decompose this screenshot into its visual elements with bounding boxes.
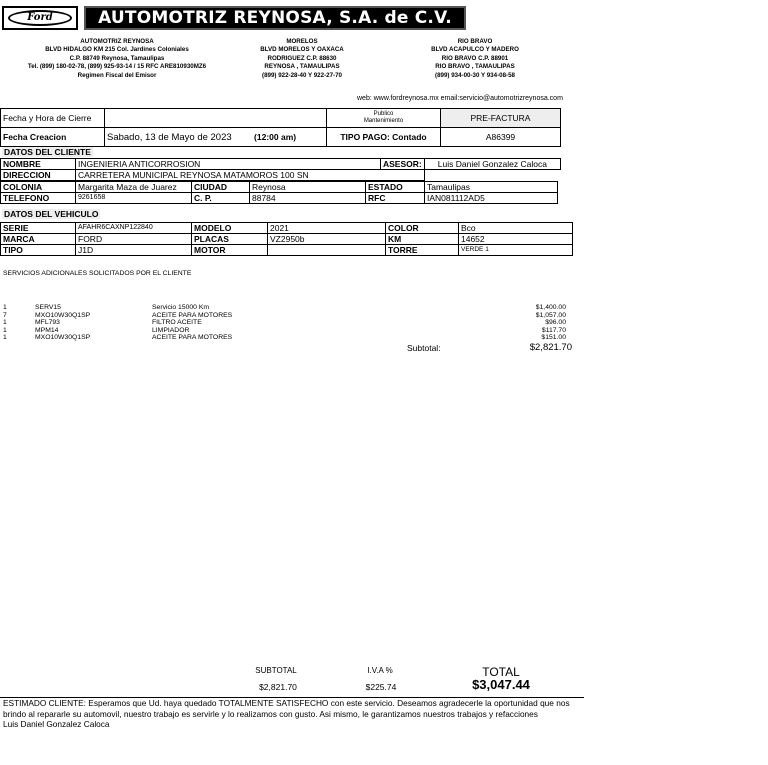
advisor-label: ASESOR: [381, 159, 425, 170]
vehicle-table [0, 222, 573, 256]
order-info-table [0, 108, 561, 147]
branch-line: Tel. (899) 180-02-78, (899) 925-93-14 / 15 RFC ARE810930MZ6 [27, 63, 207, 71]
service-amount: $96.00 [545, 319, 566, 326]
service-code: MXO10W30Q1SP [35, 334, 91, 341]
web-email-line: web: www.fordreynosa.mx email:servicio@automotrizreynosa.com [357, 95, 563, 102]
iva-value: $225.74 [365, 682, 397, 692]
payment-type: TIPO PAGO: Contado [327, 128, 441, 147]
service-amount: $151.00 [541, 334, 566, 341]
client-address: CARRETERA MUNICIPAL REYNOSA MATAMOROS 100 SN [76, 170, 425, 181]
folio-number: A86399 [441, 128, 561, 147]
client-table-a [0, 158, 561, 181]
service-description: ACEITE PARA MOTORES [152, 334, 233, 341]
ford-logo-text: Ford [8, 10, 72, 26]
service-code: MFL793 [35, 319, 60, 326]
city-label: CIUDAD [192, 182, 250, 193]
model-label: MODELO [192, 223, 268, 234]
zip-label: C. P. [192, 193, 250, 204]
service-code: MXO10W30Q1SP [35, 311, 91, 319]
service-description: ACEITE PARA MOTORES [152, 311, 233, 319]
services-subtotal: $2,821.70 [529, 342, 572, 353]
vehicle-km: 14652 [459, 234, 573, 245]
client-name: INGENIERIA ANTICORROSION [76, 159, 381, 170]
vehicle-section-label: DATOS DEL VEHICULO [4, 209, 99, 219]
client-state: Tamaulipas [425, 182, 558, 193]
category-line: Mantenimiento [363, 118, 404, 124]
created-date-value: Sabado, 13 de Mayo de 2023 [107, 131, 232, 143]
client-city: Reynosa [250, 182, 366, 193]
ford-logo [2, 6, 78, 30]
branch-line: BLVD MORELOS Y OAXACA [260, 46, 344, 54]
vehicle-engine [268, 245, 386, 256]
amount-column [480, 304, 566, 342]
advisor-signature: Luis Daniel Gonzalez Caloca [3, 719, 110, 729]
engine-label: MOTOR [192, 245, 268, 256]
subtotal-label: SUBTOTAL [255, 666, 297, 675]
service-amount: $117.70 [541, 326, 566, 334]
client-phone: 9261658 [76, 193, 192, 204]
branch-line: (899) 922-28-40 Y 922-27-70 [262, 71, 342, 79]
service-amount: $1,400.00 [535, 304, 566, 311]
iva-label: I.V.A % [367, 666, 393, 675]
type-label: TIPO [1, 245, 76, 256]
vehicle-plates: VZ2950b [268, 234, 386, 245]
service-code: MPM14 [35, 326, 59, 334]
branch-line: BLVD ACAPULCO Y MADERO [431, 46, 519, 54]
advisor-name: Luis Daniel Gonzalez Caloca [424, 159, 560, 170]
branch-line: AUTOMOTRIZ REYNOSA [80, 38, 154, 45]
vehicle-model: 2021 [268, 223, 386, 234]
client-section-label: DATOS DEL CLIENTE [4, 147, 91, 157]
subtotal-value: $2,821.70 [259, 682, 297, 692]
branch-rio-bravo [416, 38, 534, 80]
created-time: (12:00 am) [254, 131, 297, 142]
branch-line: REYNOSA , TAMAULIPAS [264, 63, 340, 71]
customer-category [327, 109, 441, 128]
address-label: DIRECCION [1, 170, 76, 181]
state-label: ESTADO [366, 182, 425, 193]
vehicle-serial: AFAHR6CAXNP122840 [76, 223, 192, 234]
branch-line: (899) 934-00-30 Y 934-08-58 [435, 71, 515, 79]
close-date-value [105, 109, 327, 128]
client-rfc: IAN081112AD5 [425, 193, 558, 204]
services-title: SERVICIOS ADICIONALES SOLICITADOS POR EL CLIENTE [3, 270, 192, 277]
service-qty: 7 [3, 311, 7, 319]
service-qty: 1 [3, 326, 7, 334]
vehicle-type: J1D [76, 245, 192, 256]
branch-line: RODRIGUEZ C.P. 88630 [267, 54, 337, 62]
plates-label: PLACAS [192, 234, 268, 245]
vehicle-color: Bco [459, 223, 573, 234]
service-description: LIMPIADOR [152, 326, 190, 334]
company-title: AUTOMOTRIZ REYNOSA, S.A. de C.V. [84, 6, 466, 30]
service-description: FILTRO ACEITE [152, 319, 202, 326]
branch-line: BLVD HIDALGO KM 215 Col. Jardines Coloniales [45, 46, 189, 54]
branch-reynosa [22, 38, 212, 80]
client-zip: 88784 [250, 193, 366, 204]
client-colony: Margarita Maza de Juarez [76, 182, 192, 193]
qty-column [3, 304, 23, 342]
code-column [35, 304, 145, 342]
branch-morelos [244, 38, 360, 80]
created-date-cell [105, 128, 327, 147]
rfc-label: RFC [366, 193, 425, 204]
service-code: SERV15 [35, 304, 61, 311]
brand-label: MARCA [1, 234, 76, 245]
close-date-label: Fecha y Hora de Cierre [1, 109, 105, 128]
serial-label: SERIE [1, 223, 76, 234]
name-label: NOMBRE [1, 159, 76, 170]
service-qty: 1 [3, 334, 7, 341]
color-label: COLOR [386, 223, 459, 234]
service-amount: $1,057.00 [535, 311, 566, 319]
customer-message: ESTIMADO CLIENTE: Esperamos que Ud. haya quedado TOTALMENTE SATISFECHO con este servicio. Deseamos agradecerle la oportunidad que nos brindo al repararle su automovil, nuestro trabajo es servirle y lo realizamos con gusto. Asi mismo, le garantizamos nuestros trabajos y refacciones [3, 698, 570, 719]
footer-note-block [3, 698, 583, 730]
vehicle-brand: FORD [76, 234, 192, 245]
created-date-label: Fecha Creacion [1, 128, 105, 147]
service-qty: 1 [3, 319, 7, 326]
colony-label: COLONIA [1, 182, 76, 193]
client-section-title [2, 147, 116, 157]
branch-line: MORELOS [286, 38, 318, 45]
km-label: KM [386, 234, 459, 245]
branch-line: C.P. 88749 Reynosa, Tamaulipas [69, 54, 165, 62]
category-line: Publico [373, 111, 394, 117]
tower-label: TORRE [386, 245, 459, 256]
total-value: $3,047.44 [472, 677, 530, 692]
branch-line: RIO BRAVO C.P. 88901 [441, 54, 509, 62]
description-column [152, 304, 352, 342]
services-subtotal-label: Subtotal: [407, 343, 441, 353]
client-table-b [0, 181, 558, 204]
vehicle-section-title [2, 209, 116, 219]
branch-line: RIO BRAVO , TAMAULIPAS [435, 63, 515, 71]
vehicle-tower: VERDE 1 [459, 245, 573, 256]
document-type: PRE-FACTURA [441, 109, 561, 128]
branch-line: Regimen Fiscal del Emisor [77, 71, 157, 79]
service-qty: 1 [3, 304, 7, 311]
phone-label: TELEFONO [1, 193, 76, 204]
branch-line: RIO BRAVO [457, 38, 493, 45]
service-description: Servicio 15000 Km [152, 304, 210, 311]
total-label: TOTAL [482, 665, 520, 679]
